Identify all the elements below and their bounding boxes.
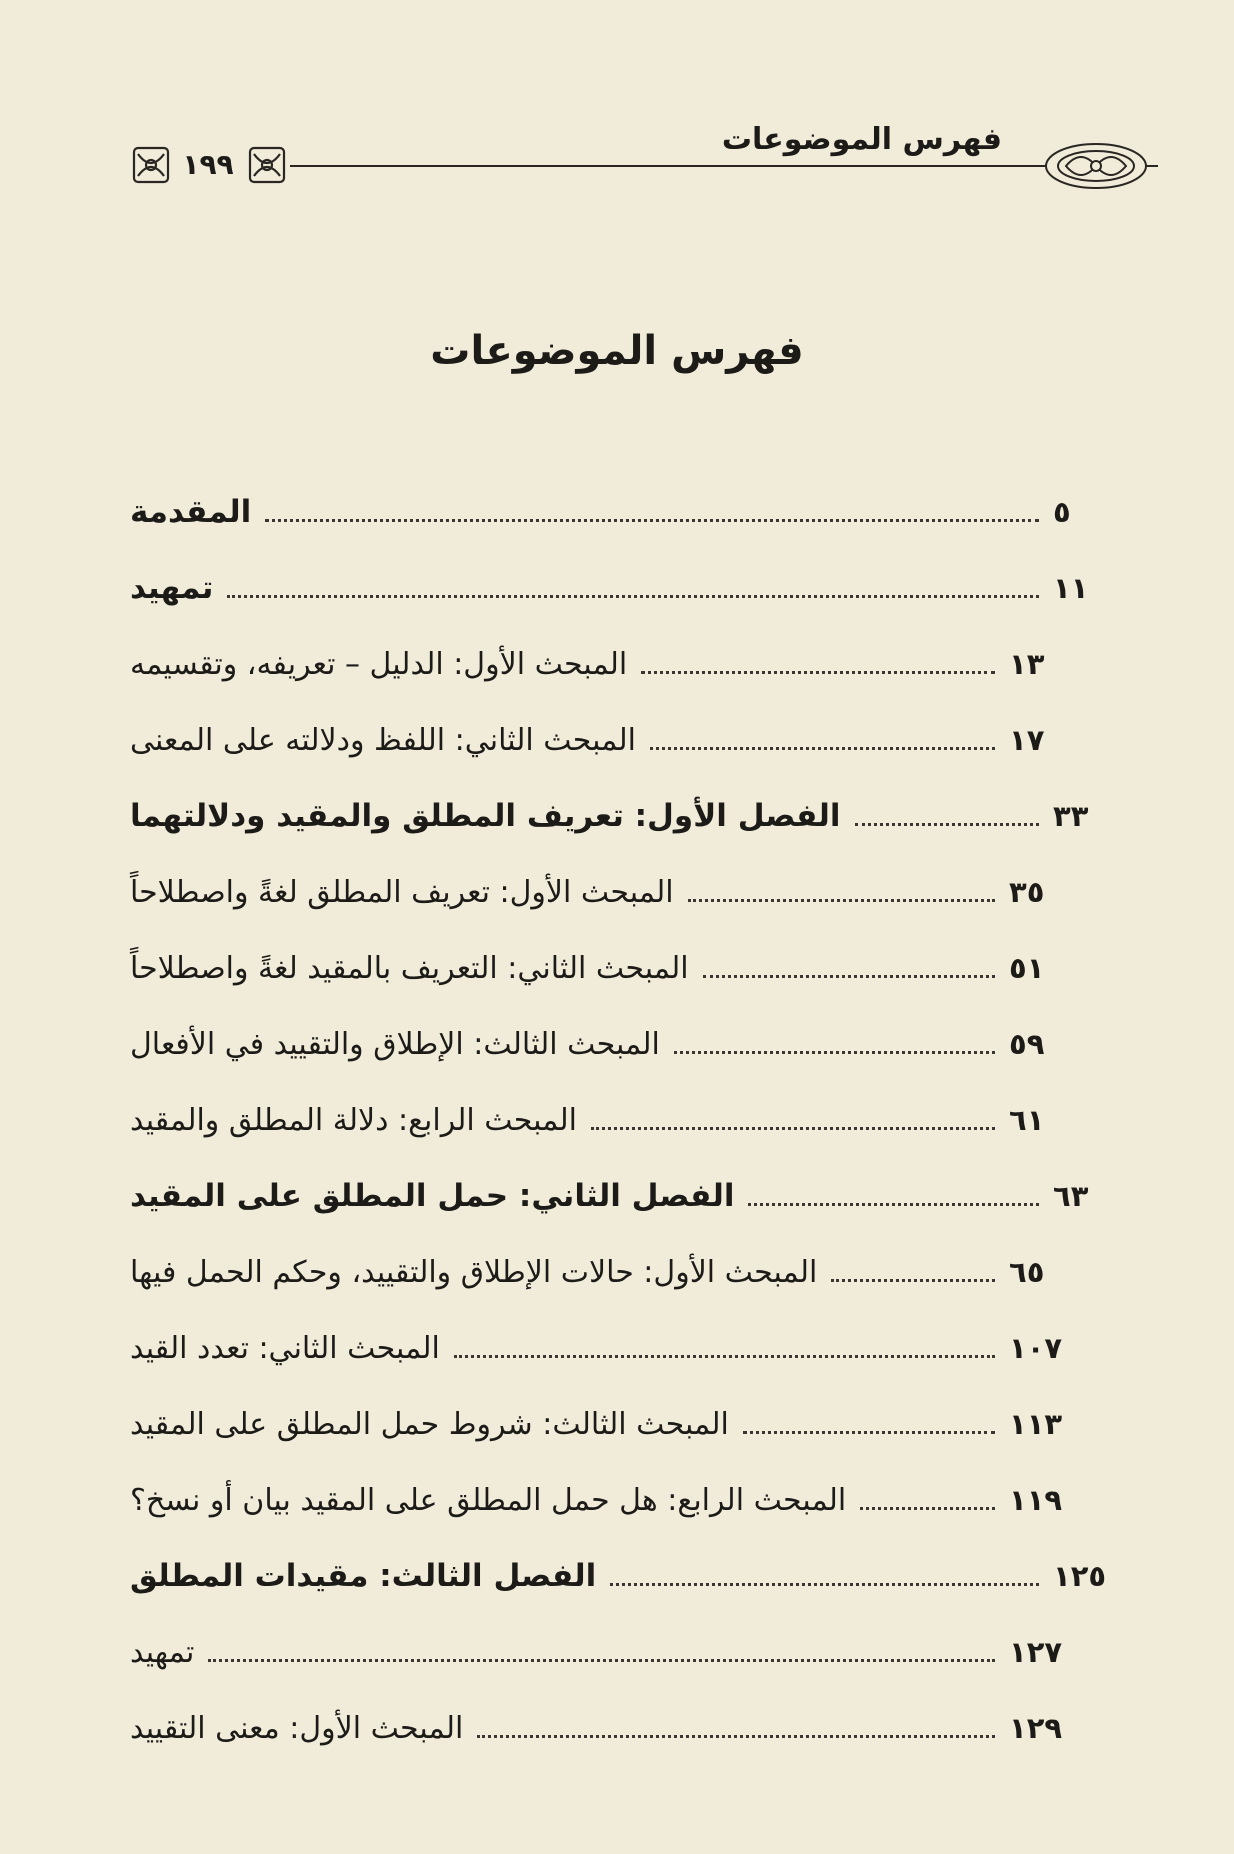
toc-entry-page: ٦٥ bbox=[1009, 1255, 1045, 1289]
toc-entry-page: ١٣ bbox=[1009, 647, 1045, 681]
toc-entry-label: المبحث الثاني: اللفظ ودلالته على المعنى bbox=[130, 722, 636, 758]
page-number-ornament bbox=[128, 142, 290, 188]
toc-entry-label: المبحث الرابع: دلالة المطلق والمقيد bbox=[130, 1102, 577, 1138]
toc-entry-label: المبحث الثاني: التعريف بالمقيد لغةً واصطلاحاً bbox=[130, 950, 689, 986]
toc-entry-label: الفصل الثاني: حمل المطلق على المقيد bbox=[130, 1178, 735, 1214]
toc-entry bbox=[130, 550, 1115, 626]
toc-entry-page: ١١ bbox=[1053, 571, 1089, 605]
dot-leader bbox=[743, 1431, 995, 1434]
toc-entry bbox=[130, 1538, 1115, 1614]
dot-leader bbox=[591, 1127, 995, 1130]
toc-entry-page: ٥٩ bbox=[1009, 1027, 1045, 1061]
toc-entry-page: ١٢٧ bbox=[1009, 1635, 1063, 1669]
toc-entry-label: الفصل الثالث: مقيدات المطلق bbox=[130, 1558, 597, 1594]
page-title: فهرس الموضوعات bbox=[430, 328, 804, 374]
dot-leader bbox=[641, 671, 995, 674]
toc-entry-page: ١١٩ bbox=[1009, 1483, 1063, 1517]
toc-entry-label: تمهيد bbox=[130, 570, 214, 606]
running-header bbox=[128, 118, 1158, 198]
toc-entry bbox=[130, 1158, 1115, 1234]
toc-entry-label: المبحث الثالث: الإطلاق والتقييد في الأفعال bbox=[130, 1026, 660, 1062]
dot-leader bbox=[650, 747, 995, 750]
running-title: فهرس الموضوعات bbox=[716, 122, 1008, 157]
toc-entry bbox=[130, 626, 1115, 702]
dot-leader bbox=[208, 1659, 995, 1662]
toc-entry bbox=[130, 702, 1115, 778]
toc-entry-page: ١٢٩ bbox=[1009, 1711, 1063, 1745]
dot-leader bbox=[610, 1583, 1039, 1586]
toc-entry bbox=[130, 474, 1115, 550]
toc-entry-page: ٥ bbox=[1053, 495, 1071, 529]
toc-entry-label: المبحث الأول: معنى التقييد bbox=[130, 1710, 464, 1746]
dot-leader bbox=[748, 1203, 1039, 1206]
toc-entry bbox=[130, 930, 1115, 1006]
toc-entry bbox=[130, 778, 1115, 854]
toc-entry-label: تمهيد bbox=[130, 1634, 195, 1670]
toc-entry bbox=[130, 1234, 1115, 1310]
toc-entry-page: ٣٣ bbox=[1053, 799, 1089, 833]
toc-entry-page: ١٧ bbox=[1009, 723, 1045, 757]
table-of-contents bbox=[130, 474, 1115, 1766]
toc-entry-label: الفصل الأول: تعريف المطلق والمقيد ودلالتهما bbox=[130, 798, 841, 834]
toc-entry bbox=[130, 1386, 1115, 1462]
page-number: ١٩٩ bbox=[176, 148, 240, 181]
toc-entry-label: المبحث الثاني: تعدد القيد bbox=[130, 1330, 440, 1366]
toc-entry-page: ٥١ bbox=[1009, 951, 1045, 985]
toc-entry-label: المبحث الرابع: هل حمل المطلق على المقيد بيان أو نسخ؟ bbox=[130, 1482, 847, 1518]
dot-leader bbox=[831, 1279, 995, 1282]
dot-leader bbox=[674, 1051, 995, 1054]
toc-entry-page: ٦٣ bbox=[1053, 1179, 1089, 1213]
dot-leader bbox=[227, 595, 1039, 598]
toc-entry bbox=[130, 1006, 1115, 1082]
toc-entry bbox=[130, 1462, 1115, 1538]
toc-entry-label: المبحث الأول: حالات الإطلاق والتقييد، وحكم الحمل فيها bbox=[130, 1254, 818, 1290]
dot-leader bbox=[855, 823, 1040, 826]
toc-entry-label: المبحث الأول: الدليل – تعريفه، وتقسيمه bbox=[130, 646, 628, 682]
toc-entry-page: ١٠٧ bbox=[1009, 1331, 1063, 1365]
toc-entry bbox=[130, 1614, 1115, 1690]
toc-entry bbox=[130, 1082, 1115, 1158]
dot-leader bbox=[265, 519, 1039, 522]
dot-leader bbox=[454, 1355, 995, 1358]
toc-entry-page: ١٢٥ bbox=[1053, 1559, 1107, 1593]
arabesque-ornament-icon bbox=[1018, 140, 1158, 192]
toc-entry-label: المبحث الأول: تعريف المطلق لغةً واصطلاحاً bbox=[130, 874, 674, 910]
toc-entry-page: ١١٣ bbox=[1009, 1407, 1063, 1441]
dot-leader bbox=[703, 975, 995, 978]
toc-entry bbox=[130, 1690, 1115, 1766]
toc-entry-label: المقدمة bbox=[130, 494, 252, 530]
toc-entry-page: ٦١ bbox=[1009, 1103, 1045, 1137]
toc-entry bbox=[130, 1310, 1115, 1386]
dot-leader bbox=[860, 1507, 995, 1510]
toc-entry-page: ٣٥ bbox=[1009, 875, 1045, 909]
dot-leader bbox=[688, 899, 995, 902]
toc-entry bbox=[130, 854, 1115, 930]
toc-entry-label: المبحث الثالث: شروط حمل المطلق على المقيد bbox=[130, 1406, 729, 1442]
dot-leader bbox=[477, 1735, 995, 1738]
